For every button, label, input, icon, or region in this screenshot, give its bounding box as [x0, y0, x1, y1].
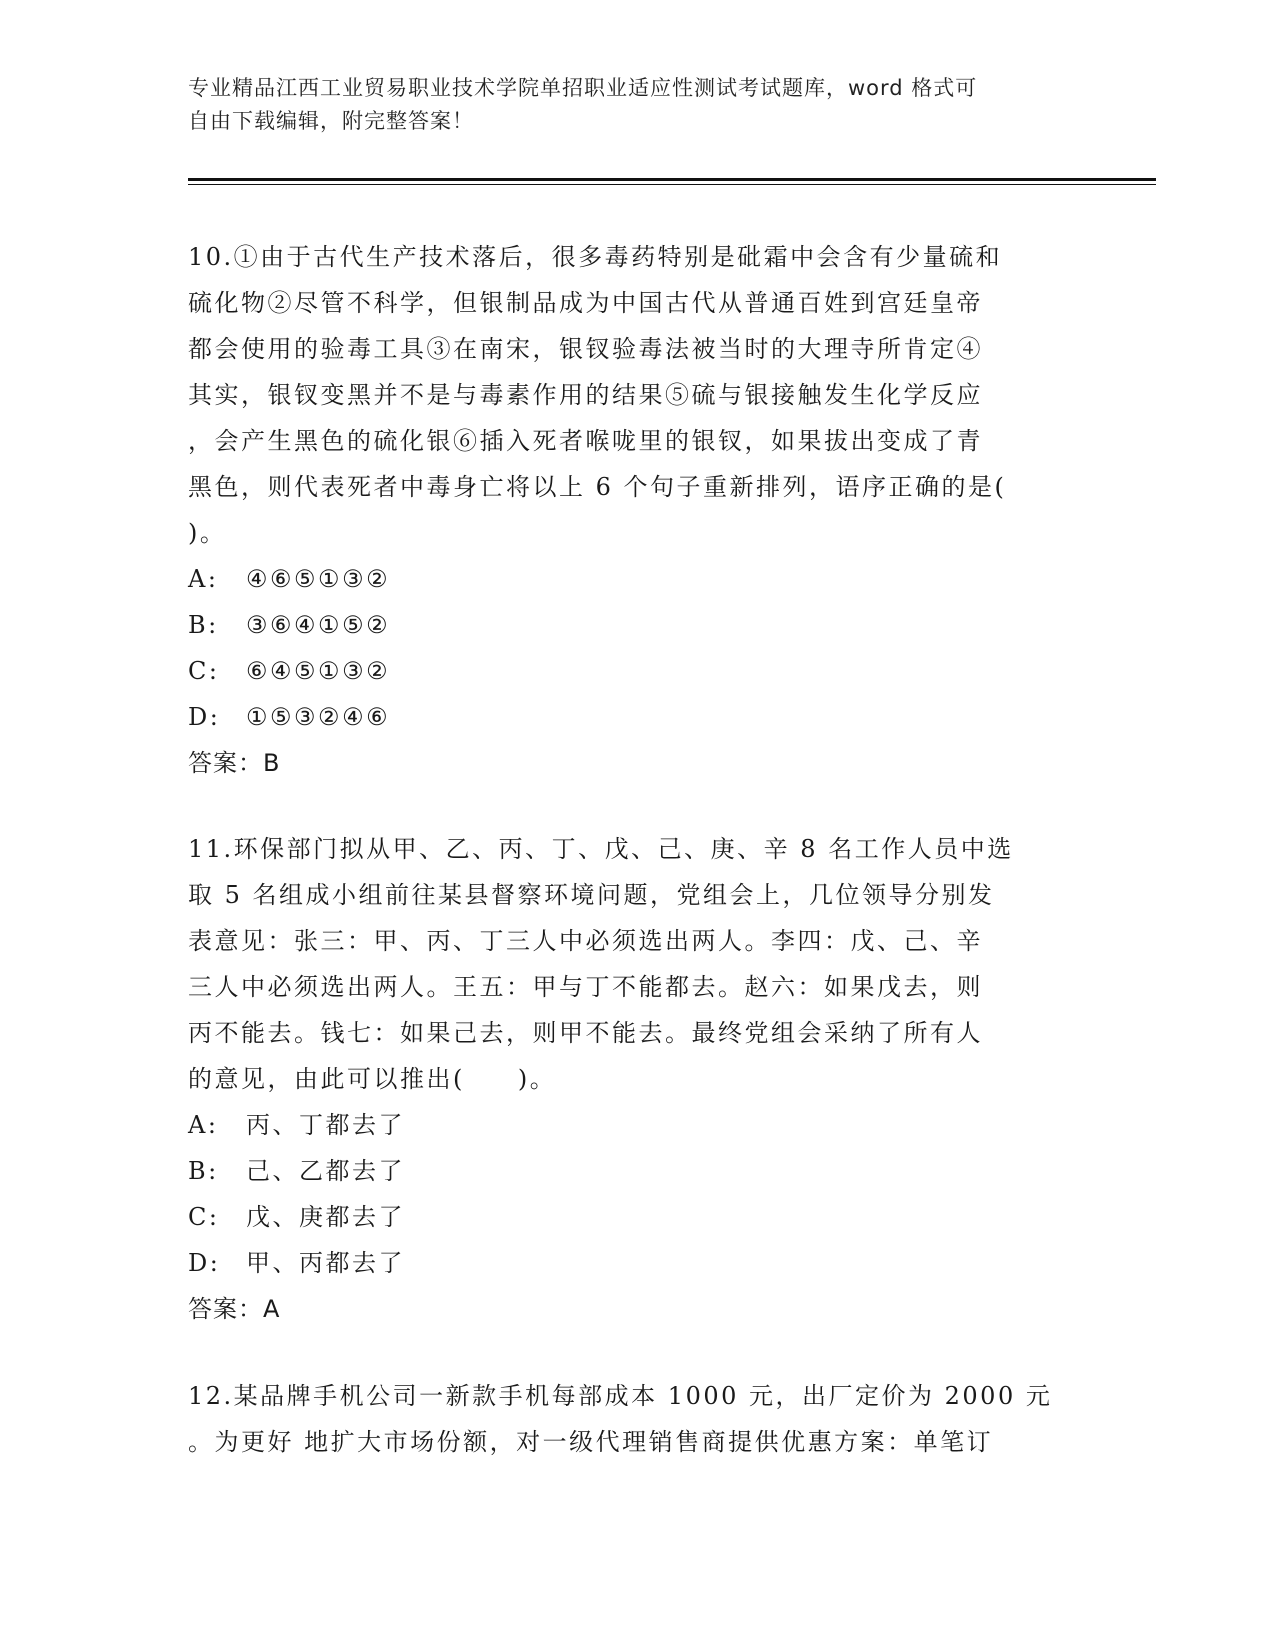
- option-text: ④⑥⑤①③②: [246, 565, 391, 593]
- option-key: D:: [188, 1249, 221, 1277]
- option-text: ③⑥④①⑤②: [246, 611, 391, 639]
- stem-line: 丙不能去。钱七：如果己去，则甲不能去。最终党组会采纳了所有人: [188, 1019, 983, 1047]
- option-c: [188, 648, 1088, 694]
- question-12: [188, 1373, 1088, 1465]
- option-a: [188, 1102, 1088, 1148]
- stem-line: 10.①由于古代生产技术落后，很多毒药特别是砒霜中会含有少量硫和: [188, 243, 1003, 271]
- option-key: A:: [188, 565, 219, 593]
- stem-line: 其实，银钗变黑并不是与毒素作用的结果⑤硫与银接触发生化学反应: [188, 381, 983, 409]
- option-key: B:: [188, 1157, 219, 1185]
- answer-line: 答案：B: [188, 749, 281, 777]
- header-line: 自由下载编辑，附完整答案！: [188, 109, 474, 133]
- option-key: C:: [188, 657, 220, 685]
- option-text: ①⑤③②④⑥: [246, 703, 391, 731]
- stem-line: 12.某品牌手机公司一新款手机每部成本 1000 元，出厂定价为 2000 元: [188, 1382, 1053, 1410]
- header-divider: [188, 178, 1156, 181]
- option-text: 己、乙都去了: [246, 1157, 405, 1185]
- header-divider-thin: [188, 184, 1156, 185]
- option-text: ⑥④⑤①③②: [246, 657, 391, 685]
- option-d: [188, 1240, 1088, 1286]
- stem-line: 11.环保部门拟从甲、乙、丙、丁、戊、己、庚、辛 8 名工作人员中选: [188, 835, 1014, 863]
- question-11: [188, 826, 1088, 1332]
- option-b: [188, 1148, 1088, 1194]
- question-stem: [188, 234, 1088, 556]
- option-text: 甲、丙都去了: [246, 1249, 405, 1277]
- answer-line: 答案：A: [188, 1295, 281, 1323]
- option-key: A:: [188, 1111, 219, 1139]
- option-text: 戊、庚都去了: [246, 1203, 405, 1231]
- option-key: D:: [188, 703, 221, 731]
- option-a: [188, 556, 1088, 602]
- document-header: [188, 72, 1088, 138]
- stem-line: 黑色，则代表死者中毒身亡将以上 6 个句子重新排列，语序正确的是(: [188, 473, 1007, 501]
- option-d: [188, 694, 1088, 740]
- option-c: [188, 1194, 1088, 1240]
- stem-line: 。为更好 地扩大市场份额，对一级代理销售商提供优惠方案：单笔订: [188, 1428, 994, 1456]
- stem-line: 硫化物②尽管不科学，但银制品成为中国古代从普通百姓到宫廷皇帝: [188, 289, 983, 317]
- stem-line: 都会使用的验毒工具③在南宋，银钗验毒法被当时的大理寺所肯定④: [188, 335, 983, 363]
- stem-line: 三人中必须选出两人。王五：甲与丁不能都去。赵六：如果戊去，则: [188, 973, 983, 1001]
- option-key: C:: [188, 1203, 220, 1231]
- option-b: [188, 602, 1088, 648]
- question-10: [188, 234, 1088, 786]
- stem-line: 的意见，由此可以推出( )。: [188, 1065, 557, 1093]
- option-key: B:: [188, 611, 219, 639]
- stem-line: 取 5 名组成小组前往某县督察环境问题，党组会上，几位领导分别发: [188, 881, 995, 909]
- header-line: 专业精品江西工业贸易职业技术学院单招职业适应性测试考试题库，word 格式可: [188, 76, 978, 100]
- stem-line: 表意见：张三：甲、丙、丁三人中必须选出两人。李四：戊、己、辛: [188, 927, 983, 955]
- option-text: 丙、丁都去了: [246, 1111, 405, 1139]
- stem-line: ，会产生黑色的硫化银⑥插入死者喉咙里的银钗，如果拔出变成了青: [188, 427, 983, 455]
- question-stem: [188, 1373, 1088, 1465]
- stem-line: )。: [188, 519, 227, 547]
- question-stem: [188, 826, 1088, 1102]
